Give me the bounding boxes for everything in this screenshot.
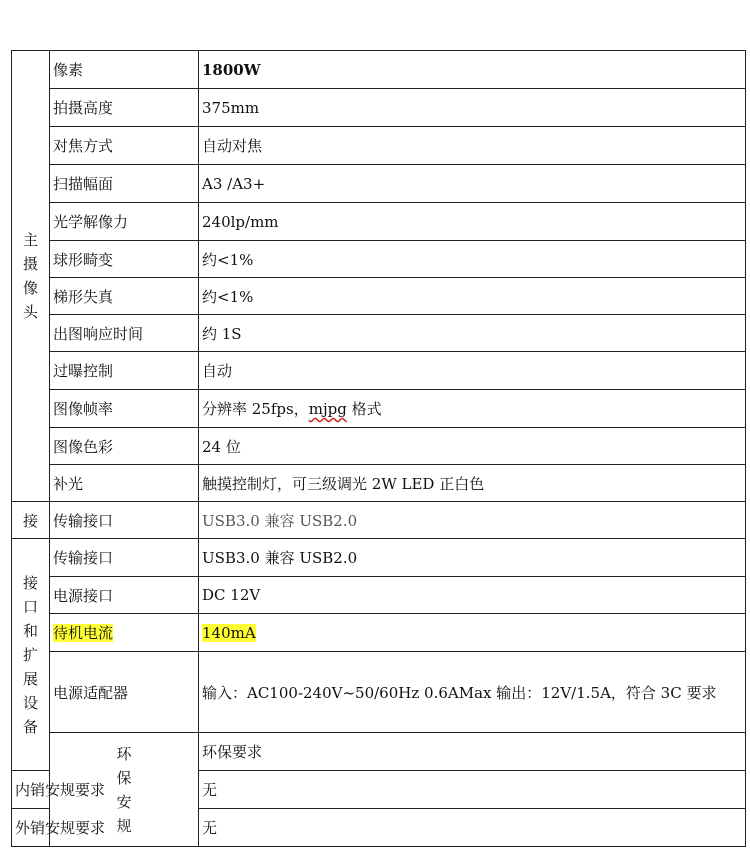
group-char: 头 [22, 303, 38, 321]
group-char: 像 [22, 279, 38, 297]
table-row [12, 652, 746, 733]
table-row [12, 127, 746, 165]
row-value: 输入：AC100-240V~50/60Hz 0.6AMax 输出：12V/1.5A，符合 3C 要求 [199, 652, 746, 733]
group-char: 保 [116, 768, 132, 787]
value-prefix: 分辨率 25fps， [202, 400, 309, 418]
table-row [12, 203, 746, 241]
row-label: 电源接口 [50, 577, 199, 614]
row-label: 梯形失真 [50, 278, 199, 315]
table-row [12, 315, 746, 352]
group-char: 和 [22, 621, 38, 640]
value-suffix: 格式 [346, 400, 382, 418]
table-row [12, 539, 746, 577]
row-value: USB3.0 兼容 USB2.0 [199, 539, 746, 577]
row-value: 自动对焦 [199, 127, 746, 165]
row-value: USB3.0 兼容 USB2.0 [199, 502, 746, 539]
group-char: 环 [116, 744, 132, 763]
row-label: 传输接口 [50, 502, 199, 539]
row-label: 扫描幅面 [50, 165, 199, 203]
row-label: 图像帧率 [50, 390, 199, 428]
table-row [12, 577, 746, 614]
row-label: 电源适配器 [50, 652, 199, 733]
row-label: 球形畸变 [50, 241, 199, 278]
row-label: 外销安规要求 [12, 809, 50, 847]
group-char: 主 [22, 231, 38, 249]
row-value: A3 /A3+ [199, 165, 746, 203]
table-row [12, 51, 746, 89]
table-row [12, 502, 746, 539]
spec-table [11, 50, 746, 847]
table-row [12, 428, 746, 465]
row-label-cell [50, 614, 199, 652]
table-row [12, 165, 746, 203]
highlighted-value: 140mA [202, 623, 256, 642]
group-char: 备 [22, 717, 38, 736]
row-value: 约 1S [199, 315, 746, 352]
group-char: 接 [22, 511, 38, 530]
row-label: 对焦方式 [50, 127, 199, 165]
table-row [12, 241, 746, 278]
row-label: 内销安规要求 [12, 771, 50, 809]
row-label: 图像色彩 [50, 428, 199, 465]
row-value: 触摸控制灯，可三级调光 2W LED 正白色 [199, 465, 746, 502]
row-value: 无 [199, 809, 746, 847]
row-label: 像素 [50, 51, 199, 89]
row-label: 过曝控制 [50, 352, 199, 390]
row-value: 240lp/mm [199, 203, 746, 241]
row-value: 自动 [199, 352, 746, 390]
row-value: 无 [199, 771, 746, 809]
row-label: 传输接口 [50, 539, 199, 577]
row-label: 光学解像力 [50, 203, 199, 241]
table-row [12, 89, 746, 127]
group-char: 安 [116, 792, 132, 811]
group-char: 摄 [22, 255, 38, 273]
row-value: 375mm [199, 89, 746, 127]
table-row [12, 390, 746, 428]
group-interface-short [12, 502, 50, 539]
row-value-cell [199, 614, 746, 652]
group-char: 扩 [22, 645, 38, 664]
row-value: 24 位 [199, 428, 746, 465]
row-value: 约<1% [199, 278, 746, 315]
row-label: 拍摄高度 [50, 89, 199, 127]
table-row [12, 465, 746, 502]
group-char: 设 [22, 693, 38, 712]
row-value: 1800W [199, 51, 746, 89]
group-interface [12, 539, 50, 771]
spellcheck-word: mjpg [308, 400, 347, 418]
highlighted-label: 待机电流 [53, 624, 114, 642]
table-row [12, 278, 746, 315]
table-row [12, 352, 746, 390]
row-label: 环保要求 [199, 733, 746, 771]
row-value: 约<1% [199, 241, 746, 278]
group-char: 展 [22, 669, 38, 688]
group-camera [12, 51, 50, 502]
group-char: 接 [22, 573, 38, 592]
table-row [12, 733, 746, 771]
row-label: 出图响应时间 [50, 315, 199, 352]
row-value: DC 12V [199, 577, 746, 614]
row-label: 补光 [50, 465, 199, 502]
group-char: 口 [22, 597, 38, 616]
group-char: 规 [116, 816, 132, 835]
table-row [12, 614, 746, 652]
row-value-framerate [199, 390, 746, 428]
